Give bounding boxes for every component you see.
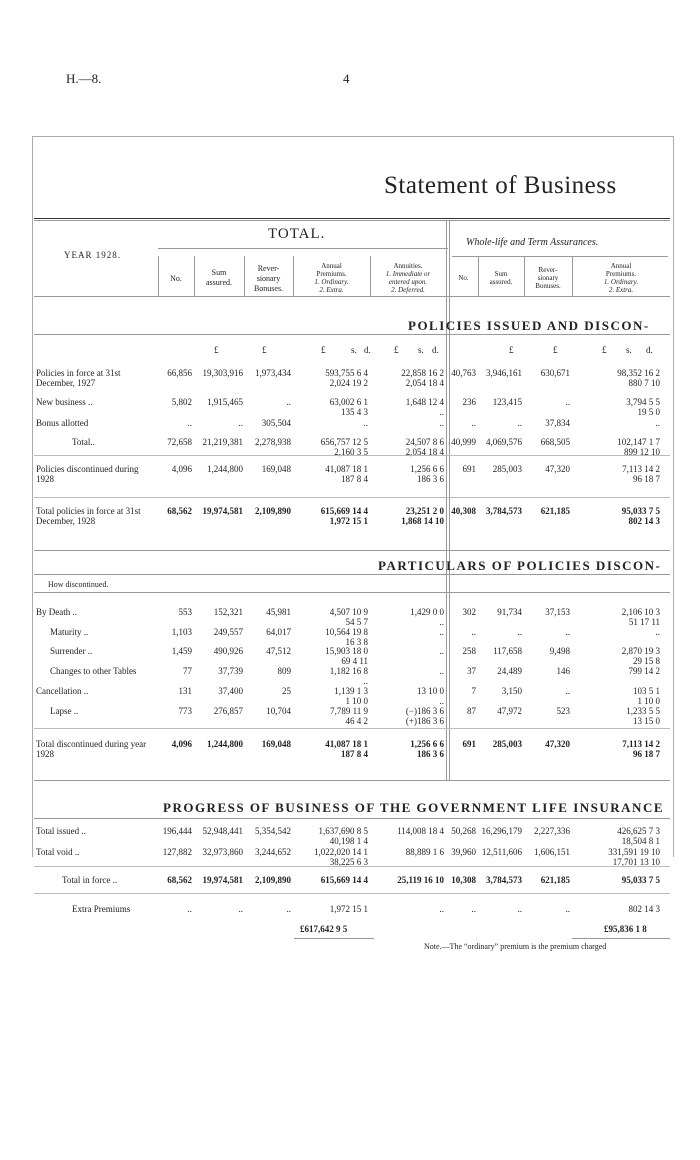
cell-wsum: ..	[517, 627, 522, 637]
cell-rev: 2,109,890	[255, 506, 291, 516]
unit-pound-1: £	[214, 345, 219, 355]
cell-wp1: 2,106 10 3	[621, 607, 660, 617]
cell-wp2: 899 12 10	[624, 447, 660, 457]
cell-sum: 1,915,465	[207, 397, 243, 407]
cell-rev: 25	[282, 686, 291, 696]
row-label: Total issued ..	[36, 826, 86, 836]
cell-a1: 1,256 6 6	[410, 464, 444, 474]
cell-no: 66,856	[167, 368, 192, 378]
row-label: Total void ..	[36, 847, 80, 857]
unit-pound-7: £	[602, 345, 607, 355]
rule	[34, 866, 670, 867]
cell-sum: 19,303,916	[202, 368, 243, 378]
cell-wp2: 880 7 10	[628, 378, 660, 388]
cell-sum: 249,557	[213, 627, 243, 637]
unit-pound-6: £	[553, 345, 558, 355]
section3-title: PROGRESS OF BUSINESS OF THE GOVERNMENT LIFE INSURANCE	[163, 800, 665, 815]
rule	[34, 728, 670, 729]
col-sum-2: assured.	[206, 278, 232, 287]
cell-no: 196,444	[162, 826, 192, 836]
cell-p1: 63,002 6 1	[329, 397, 368, 407]
cell-wno: 37	[467, 666, 476, 676]
cell-wno: ..	[471, 418, 476, 428]
cell-wsum: 12,511,606	[481, 847, 522, 857]
cell-wno: 40,999	[451, 437, 476, 447]
cell-wsum: 3,784,573	[486, 875, 522, 885]
cell-no: 127,882	[162, 847, 192, 857]
cell-a1: ..	[439, 418, 444, 428]
grand-total-left: £617,642 9 5	[300, 924, 348, 934]
cell-p2: ..	[363, 676, 368, 686]
cell-wno: 87	[467, 706, 476, 716]
cell-no: 773	[178, 706, 192, 716]
cell-p1: 15,903 18 0	[325, 646, 368, 656]
cell-p2: 2,024 19 2	[329, 378, 368, 388]
cell-no: ..	[187, 418, 192, 428]
row-label: Total discontinued during year 1928	[36, 739, 147, 759]
row-label: Lapse ..	[50, 706, 79, 716]
cell-wsum: 3,784,573	[486, 506, 522, 516]
cell-wsum: 3,150	[501, 686, 522, 696]
cell-p1: 1,637,690 8 5	[318, 826, 368, 836]
cell-p1: 41,087 18 1	[325, 739, 368, 749]
col-no: No.	[170, 274, 182, 283]
cell-rev: 3,244,652	[255, 847, 291, 857]
cell-p1: 7,789 11 9	[330, 706, 368, 716]
rule	[34, 497, 670, 498]
cell-wrev: 2,227,336	[534, 826, 570, 836]
cell-wrev: 146	[556, 666, 570, 676]
cell-wrev: 621,185	[540, 875, 570, 885]
cell-wrev: 47,320	[545, 739, 570, 749]
cell-rev: ..	[286, 397, 291, 407]
cell-wp1: 103 5 1	[633, 686, 660, 696]
cell-p1: 4,507 10 9	[329, 607, 368, 617]
cell-wp1: 95,033 7 5	[621, 506, 660, 516]
cell-no: 68,562	[167, 875, 192, 885]
col-ann-2: 1. Immediate or	[385, 270, 431, 278]
cell-a2: ..	[439, 407, 444, 417]
cell-wno: 691	[462, 739, 476, 749]
cell-wp2: 1 10 0	[637, 696, 660, 706]
cell-a1: 23,251 2 0	[405, 506, 444, 516]
cell-sum: ..	[238, 418, 243, 428]
cell-wp2: 13 15 0	[633, 716, 660, 726]
cell-a2: 2,054 18 4	[405, 378, 444, 388]
cell-wrev: 37,834	[545, 418, 570, 428]
unit-pound-3: £	[321, 345, 326, 355]
cell-a2: ..	[439, 617, 444, 627]
cell-wp1: 1,233 5 5	[626, 706, 660, 716]
cell-p2: 187 8 4	[341, 749, 368, 759]
cell-p2: 2,160 3 5	[334, 447, 368, 457]
col-ann-4: 2. Deferred.	[391, 286, 425, 294]
cell-wno: 40,308	[451, 506, 476, 516]
cell-p1: 593,755 6 4	[325, 368, 368, 378]
cell-sum: 490,926	[213, 646, 243, 656]
cell-wp2: 29 15 8	[633, 656, 660, 666]
cell-wrev: 621,185	[540, 506, 570, 516]
cell-wsum: 3,946,161	[486, 368, 522, 378]
cell-wsum: 123,415	[492, 397, 522, 407]
unit-pound-4: £	[394, 345, 399, 355]
cell-no: 4,096	[171, 739, 192, 749]
cell-sum: 1,244,800	[207, 464, 243, 474]
cell-p2: 38,225 6 3	[329, 857, 368, 867]
cell-a1: 1,256 6 6	[410, 739, 444, 749]
cell-wp2: 18,504 8 1	[621, 836, 660, 846]
wl-col-rev-1: Rever-	[538, 266, 558, 274]
cell-rev: 2,278,938	[255, 437, 291, 447]
cell-no: 77	[183, 666, 192, 676]
cell-rev: 809	[277, 666, 291, 676]
cell-no: 1,103	[171, 627, 192, 637]
cell-p2: 16 3 8	[345, 637, 368, 647]
cell-wp1: ..	[655, 418, 660, 428]
wl-col-no: No.	[458, 274, 469, 282]
total-heading: TOTAL.	[268, 226, 326, 242]
unit-d-3: d.	[646, 345, 653, 355]
cell-wp1: 802 14 3	[628, 904, 660, 914]
col-rev-2: sionary	[256, 274, 281, 283]
cell-wsum: ..	[517, 418, 522, 428]
cell-no: 553	[178, 607, 192, 617]
wl-col-sum-1: Sum	[494, 270, 508, 278]
cell-wp1: 7,113 14 2	[622, 739, 660, 749]
cell-sum: 276,857	[213, 706, 243, 716]
row-label: Total policies in force at 31st December, 1928	[36, 506, 141, 526]
grand-total-right: £95,836 1 8	[604, 924, 647, 934]
cell-sum: 21,219,381	[202, 437, 243, 447]
col-rev-1: Rever-	[257, 264, 280, 273]
cell-wrev: 523	[556, 706, 570, 716]
cell-p2: 1,972 15 1	[329, 516, 368, 526]
cell-wno: ..	[471, 904, 476, 914]
cell-wsum: 285,003	[492, 464, 522, 474]
cell-wp2: 17,701 13 10	[612, 857, 660, 867]
cell-p2: 40,198 1 4	[329, 836, 368, 846]
cell-no: 4,096	[171, 464, 192, 474]
cell-sum: 32,973,860	[202, 847, 243, 857]
cell-a1: ..	[439, 666, 444, 676]
cell-sum: 37,739	[218, 666, 243, 676]
cell-wp2: 19 5 0	[637, 407, 660, 417]
cell-wsum: 4,069,576	[486, 437, 522, 447]
unit-s-3: s.	[626, 345, 632, 355]
cell-wsum: ..	[517, 904, 522, 914]
cell-p1: 1,972 15 1	[329, 904, 368, 914]
cell-a1: 1,429 0 0	[410, 607, 444, 617]
row-label: By Death ..	[36, 607, 77, 617]
cell-p2: 46 4 2	[345, 716, 368, 726]
cell-wrev: 47,320	[545, 464, 570, 474]
cell-wp2: 802 14 3	[628, 516, 660, 526]
cell-no: 72,658	[167, 437, 192, 447]
cell-sum: 19,974,581	[202, 506, 243, 516]
cell-rev: 1,973,434	[255, 368, 291, 378]
cell-wp1: 98,352 16 2	[617, 368, 660, 378]
cell-a1: 25,119 16 10	[397, 875, 444, 885]
cell-p2: 187 8 4	[341, 474, 368, 484]
cell-p2: 54 5 7	[345, 617, 368, 627]
cell-no: 68,562	[167, 506, 192, 516]
section2-subhead: How discontinued.	[48, 580, 109, 589]
cell-a1: 24,507 8 6	[405, 437, 444, 447]
cell-wp2: 51 17 11	[628, 617, 660, 627]
cell-rev: ..	[286, 904, 291, 914]
rule	[34, 893, 670, 894]
cell-p1: 1,022,020 14 1	[314, 847, 368, 857]
cell-wrev: 630,671	[540, 368, 570, 378]
cell-a1: 1,648 12 4	[405, 397, 444, 407]
row-label: Bonus allotted	[36, 418, 89, 428]
cell-wsum: 117,658	[493, 646, 522, 656]
cell-wp1: 102,147 1 7	[617, 437, 660, 447]
cell-p1: 1,182 16 8	[329, 666, 368, 676]
row-label: Surrender ..	[50, 646, 93, 656]
unit-s-2: s.	[418, 345, 424, 355]
row-label: Cancellation ..	[36, 686, 89, 696]
cell-rev: 45,981	[266, 607, 291, 617]
wl-col-sum-2: assured.	[489, 278, 513, 286]
cell-wp1: 7,113 14 2	[622, 464, 660, 474]
row-label: Policies discontinued during 1928	[36, 464, 139, 484]
cell-wsum: 47,972	[497, 706, 522, 716]
cell-a1: (−)186 3 6	[405, 706, 444, 716]
cell-wp2: 96 18 7	[633, 474, 660, 484]
row-label: Total in force ..	[62, 875, 118, 885]
section2-title: PARTICULARS OF POLICIES DISCON-	[378, 558, 662, 573]
col-prem-3: 1. Ordinary.	[314, 278, 349, 286]
cell-a1: ..	[439, 627, 444, 637]
row-label: Extra Premiums	[72, 904, 131, 914]
cell-wsum: 16,296,179	[481, 826, 522, 836]
cell-wno: 7	[471, 686, 476, 696]
cell-a2: 2,054 18 4	[405, 447, 444, 457]
cell-wrev: ..	[565, 904, 570, 914]
cell-p1: 615,669 14 4	[320, 506, 368, 516]
statement-title: Statement of Business	[384, 172, 617, 199]
cell-a1: 13 10 0	[417, 686, 444, 696]
cell-wno: 40,763	[451, 368, 476, 378]
cell-wrev: ..	[565, 686, 570, 696]
cell-rev: 64,017	[266, 627, 291, 637]
cell-rev: 5,354,542	[255, 826, 291, 836]
col-ann-3: entered upon.	[388, 278, 428, 286]
cell-a1: 88,889 1 6	[405, 847, 444, 857]
wl-col-rev-2: sionary	[537, 274, 559, 282]
row-label: Changes to other Tables	[50, 666, 137, 676]
cell-wp1: ..	[655, 627, 660, 637]
cell-no: 1,459	[171, 646, 192, 656]
cell-wrev: 9,498	[549, 646, 570, 656]
cell-a2: 186 3 6	[417, 749, 444, 759]
cell-sum: ..	[238, 904, 243, 914]
cell-p1: 656,757 12 5	[320, 437, 368, 447]
wl-col-prem-1: Annual	[610, 262, 632, 270]
cell-p1: 615,669 14 4	[320, 875, 368, 885]
cell-wsum: 91,734	[497, 607, 522, 617]
cell-rev: 169,048	[261, 464, 291, 474]
cell-a1: ..	[439, 646, 444, 656]
cell-wrev: ..	[565, 397, 570, 407]
cell-a1: ..	[439, 904, 444, 914]
col-rev-3: Bonuses.	[253, 284, 284, 293]
cell-p1: 10,564 19 8	[325, 627, 368, 637]
cell-wp1: 2,870 19 3	[621, 646, 660, 656]
col-prem-2: Premiums.	[316, 270, 347, 278]
cell-wp2: 96 18 7	[633, 749, 660, 759]
unit-pound-5: £	[509, 345, 514, 355]
page-reference: H.—8.	[66, 71, 102, 86]
wl-col-prem-4: 2. Extra.	[608, 286, 634, 294]
col-prem-4: 2. Extra.	[319, 286, 344, 294]
wl-col-prem-3: 1. Ordinary.	[603, 278, 639, 286]
cell-p2: 135 4 3	[341, 407, 368, 417]
cell-wno: 302	[462, 607, 476, 617]
cell-wno: 10,308	[451, 875, 476, 885]
rule	[34, 455, 670, 456]
cell-rev: 2,109,890	[255, 875, 291, 885]
cell-rev: 47,512	[266, 646, 291, 656]
col-sum-1: Sum	[211, 268, 227, 277]
cell-p1: 1,139 1 3	[334, 686, 368, 696]
cell-p2: 69 4 11	[341, 656, 368, 666]
cell-sum: 37,400	[218, 686, 243, 696]
cell-p2: 1 10 0	[345, 696, 368, 706]
cell-wsum: 285,003	[492, 739, 522, 749]
cell-wno: 236	[462, 397, 476, 407]
unit-d-2: d.	[432, 345, 439, 355]
cell-no: ..	[187, 904, 192, 914]
cell-a1: 114,008 18 4	[397, 826, 444, 836]
cell-a2: (+)186 3 6	[405, 716, 444, 726]
row-label: Policies in force at 31st December, 1927	[36, 368, 121, 388]
cell-wrev: 37,153	[545, 607, 570, 617]
cell-sum: 19,974,581	[202, 875, 243, 885]
cell-wno: 258	[462, 646, 476, 656]
unit-d-1: d.	[364, 345, 371, 355]
cell-a1: 22,858 16 2	[401, 368, 444, 378]
cell-rev: 305,504	[261, 418, 291, 428]
cell-no: 5,802	[171, 397, 192, 407]
cell-a2: 1,868 14 10	[401, 516, 444, 526]
year-label: YEAR 1928.	[64, 250, 121, 260]
page-number: 4	[343, 71, 350, 86]
cell-sum: 152,321	[213, 607, 243, 617]
cell-no: 131	[178, 686, 192, 696]
cell-a2: ..	[439, 696, 444, 706]
cell-wno: 39,960	[451, 847, 476, 857]
cell-sum: 52,948,441	[202, 826, 243, 836]
row-label: Total..	[72, 437, 95, 447]
cell-wrev: ..	[565, 627, 570, 637]
cell-wno: 50,268	[451, 826, 476, 836]
col-ann-1: Annuities.	[393, 262, 423, 270]
cell-rev: 169,048	[261, 739, 291, 749]
cell-wp1: 3,794 5 5	[626, 397, 660, 407]
cell-wp1: 331,591 19 10	[608, 847, 660, 857]
cell-rev: 10,704	[266, 706, 291, 716]
section1-title: POLICIES ISSUED AND DISCON-	[408, 318, 650, 333]
cell-p1: ..	[363, 418, 368, 428]
cell-wp1: 426,625 7 3	[617, 826, 660, 836]
cell-a2: 186 3 6	[417, 474, 444, 484]
cell-p1: 41,087 18 1	[325, 464, 368, 474]
unit-s-1: s.	[351, 345, 357, 355]
col-prem-1: Annual	[321, 262, 342, 270]
footnote: Note.—The “ordinary” premium is the premium charged	[424, 942, 607, 951]
cell-wp1: 799 14 2	[628, 666, 660, 676]
row-label: Maturity ..	[50, 627, 89, 637]
whole-life-heading: Whole-life and Term Assurances.	[466, 237, 599, 248]
cell-wsum: 24,489	[497, 666, 522, 676]
cell-wno: 691	[462, 464, 476, 474]
cell-wrev: 1,606,151	[534, 847, 570, 857]
cell-wp1: 95,033 7 5	[621, 875, 660, 885]
row-label: New business ..	[36, 397, 93, 407]
cell-sum: 1,244,800	[207, 739, 243, 749]
wl-col-prem-2: Premiums.	[605, 270, 637, 278]
wl-col-rev-3: Bonuses.	[535, 282, 561, 290]
cell-wrev: 668,505	[540, 437, 570, 447]
unit-pound-2: £	[262, 345, 267, 355]
cell-wno: ..	[471, 627, 476, 637]
